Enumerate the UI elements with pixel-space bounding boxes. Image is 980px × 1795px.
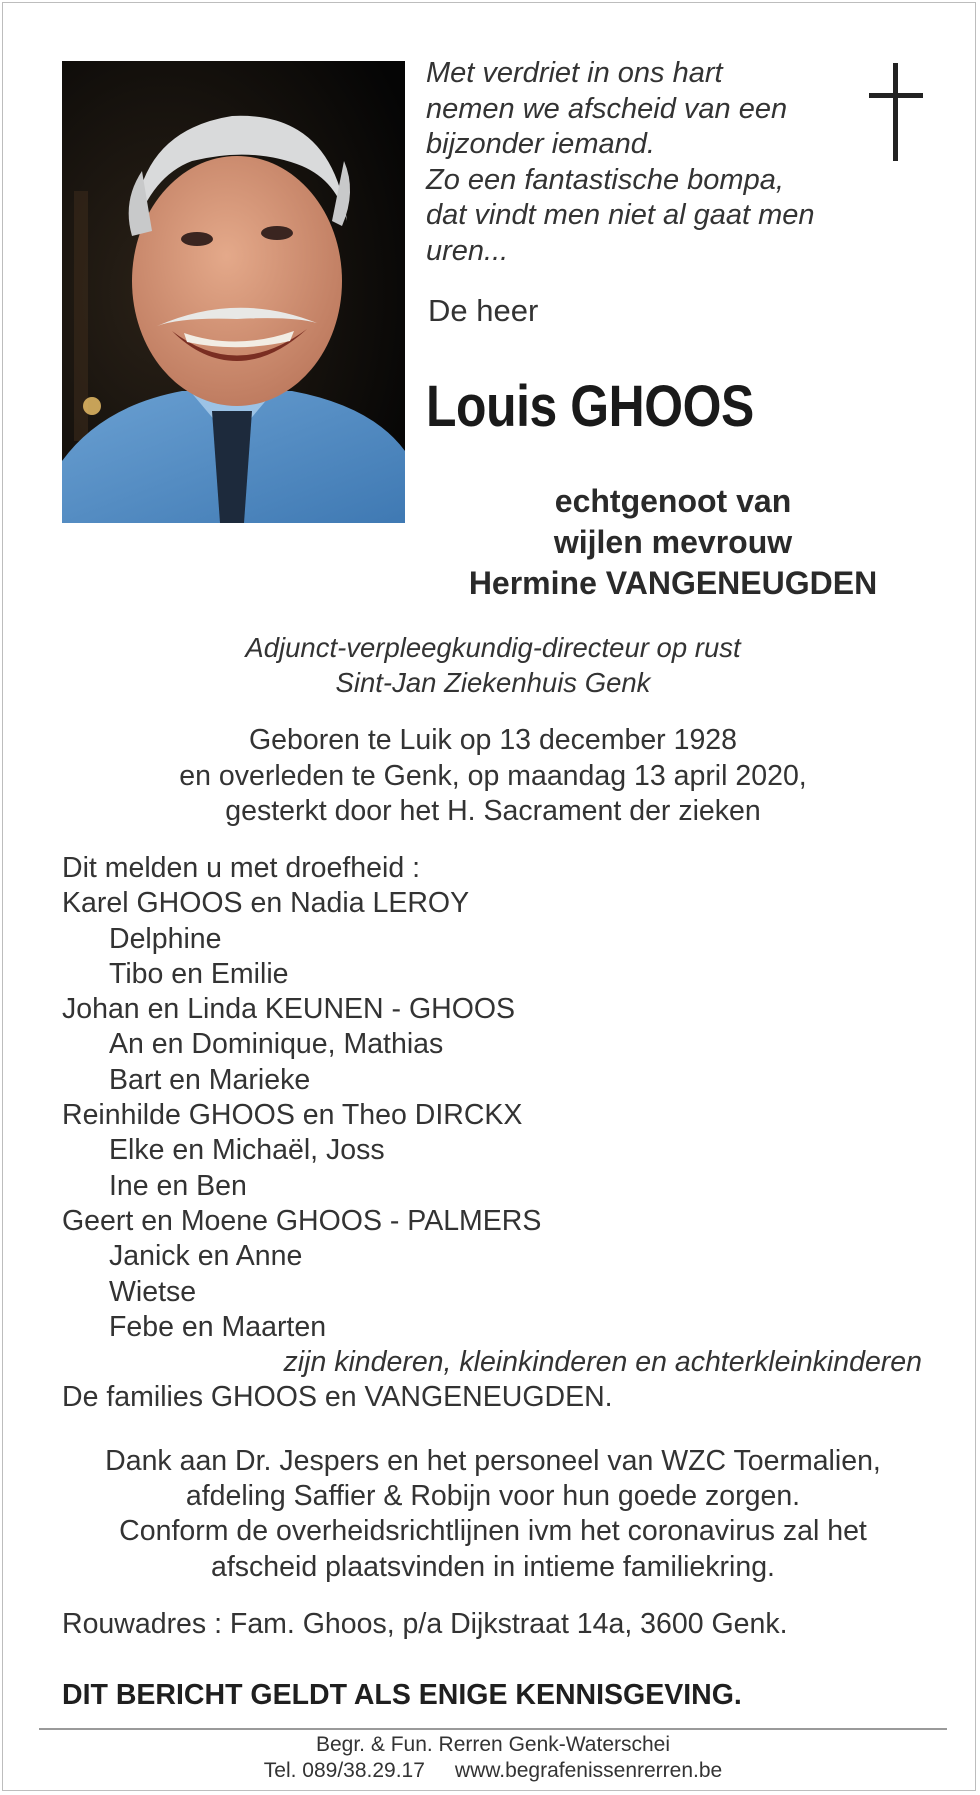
- sacrament-line: gesterkt door het H. Sacrament der zieken: [225, 795, 761, 827]
- portrait-photo: [62, 61, 405, 523]
- family-entry: Geert en Moene GHOOS - PALMERS: [62, 1204, 542, 1237]
- spouse-line: echtgenoot van: [554, 483, 792, 519]
- funeral-home-website: www.begrafenissenrerren.be: [454, 1759, 723, 1782]
- thanks-line: afdeling Saffier & Robijn voor hun goede zorgen.: [185, 1480, 801, 1513]
- thanks-line: Conform de overheidsrichtlijnen ivm het coronavirus zal het: [119, 1515, 867, 1548]
- deceased-name: Louis GHOOS: [426, 374, 754, 439]
- function-line: Sint-Jan Ziekenhuis Genk: [335, 667, 651, 698]
- family-entry: Karel GHOOS en Nadia LEROY: [62, 887, 470, 920]
- mourning-address: Rouwadres : Fam. Ghoos, p/a Dijkstraat 14a, 3600 Genk.: [62, 1608, 788, 1640]
- family-entry: Delphine: [109, 922, 222, 955]
- official-notice: DIT BERICHT GELDT ALS ENIGE KENNISGEVING.: [62, 1679, 742, 1711]
- birth-death-block: [3, 723, 980, 830]
- family-relation: zijn kinderen, kleinkinderen en achterkleinkinderen: [283, 1346, 922, 1379]
- death-notice-card: [2, 2, 976, 1791]
- funeral-home-contact: [3, 1758, 980, 1784]
- poem-line: nemen we afscheid van een: [426, 92, 788, 125]
- birth-line: Geboren te Luik op 13 december 1928: [248, 724, 737, 756]
- family-entry: Wietse: [109, 1275, 197, 1308]
- poem-line: dat vindt men niet al gaat men: [426, 199, 815, 231]
- function-line: Adjunct-verpleegkundig-directeur op rust: [245, 632, 741, 663]
- spouse-line: wijlen mevrouw: [553, 524, 793, 560]
- family-entry: Reinhilde GHOOS en Theo DIRCKX: [62, 1099, 523, 1132]
- family-entry: Elke en Michaël, Joss: [109, 1134, 385, 1167]
- family-entry: Johan en Linda KEUNEN - GHOOS: [62, 993, 516, 1026]
- families-line: De families GHOOS en VANGENEUGDEN.: [62, 1381, 613, 1414]
- family-list: [62, 851, 942, 1416]
- death-line: en overleden te Genk, op maandag 13 april 2020,: [179, 759, 807, 792]
- funeral-home-footer: [3, 1732, 980, 1784]
- title-prefix: De heer: [428, 293, 539, 328]
- spouse-block: [413, 481, 933, 604]
- funeral-home-phone: Tel. 089/38.29.17: [263, 1759, 425, 1782]
- opening-poem: [426, 56, 866, 269]
- poem-line: bijzonder iemand.: [426, 128, 655, 160]
- function-block: [3, 630, 980, 700]
- family-intro: Dit melden u met droefheid :: [62, 852, 421, 884]
- spouse-name: Hermine VANGENEUGDEN: [468, 565, 878, 601]
- cross-icon: [866, 63, 926, 163]
- poem-line: uren...: [426, 234, 509, 267]
- footer-divider: [39, 1728, 947, 1730]
- poem-line: Met verdriet in ons hart: [426, 57, 723, 89]
- funeral-home-name: Begr. & Fun. Rerren Genk-Waterschei: [315, 1733, 671, 1756]
- family-entry: Febe en Maarten: [109, 1310, 327, 1343]
- thanks-line: Dank aan Dr. Jespers en het personeel van WZC Toermalien,: [105, 1445, 881, 1477]
- family-entry: Bart en Marieke: [109, 1063, 311, 1096]
- family-entry: Janick en Anne: [109, 1240, 303, 1273]
- thanks-block: [3, 1444, 980, 1585]
- portrait-illustration: [62, 61, 405, 523]
- poem-line: Zo een fantastische bompa,: [426, 163, 784, 196]
- family-entry: Tibo en Emilie: [109, 957, 289, 990]
- family-entry: An en Dominique, Mathias: [109, 1028, 444, 1061]
- thanks-line: afscheid plaatsvinden in intieme familiekring.: [211, 1550, 775, 1583]
- family-entry: Ine en Ben: [109, 1169, 247, 1202]
